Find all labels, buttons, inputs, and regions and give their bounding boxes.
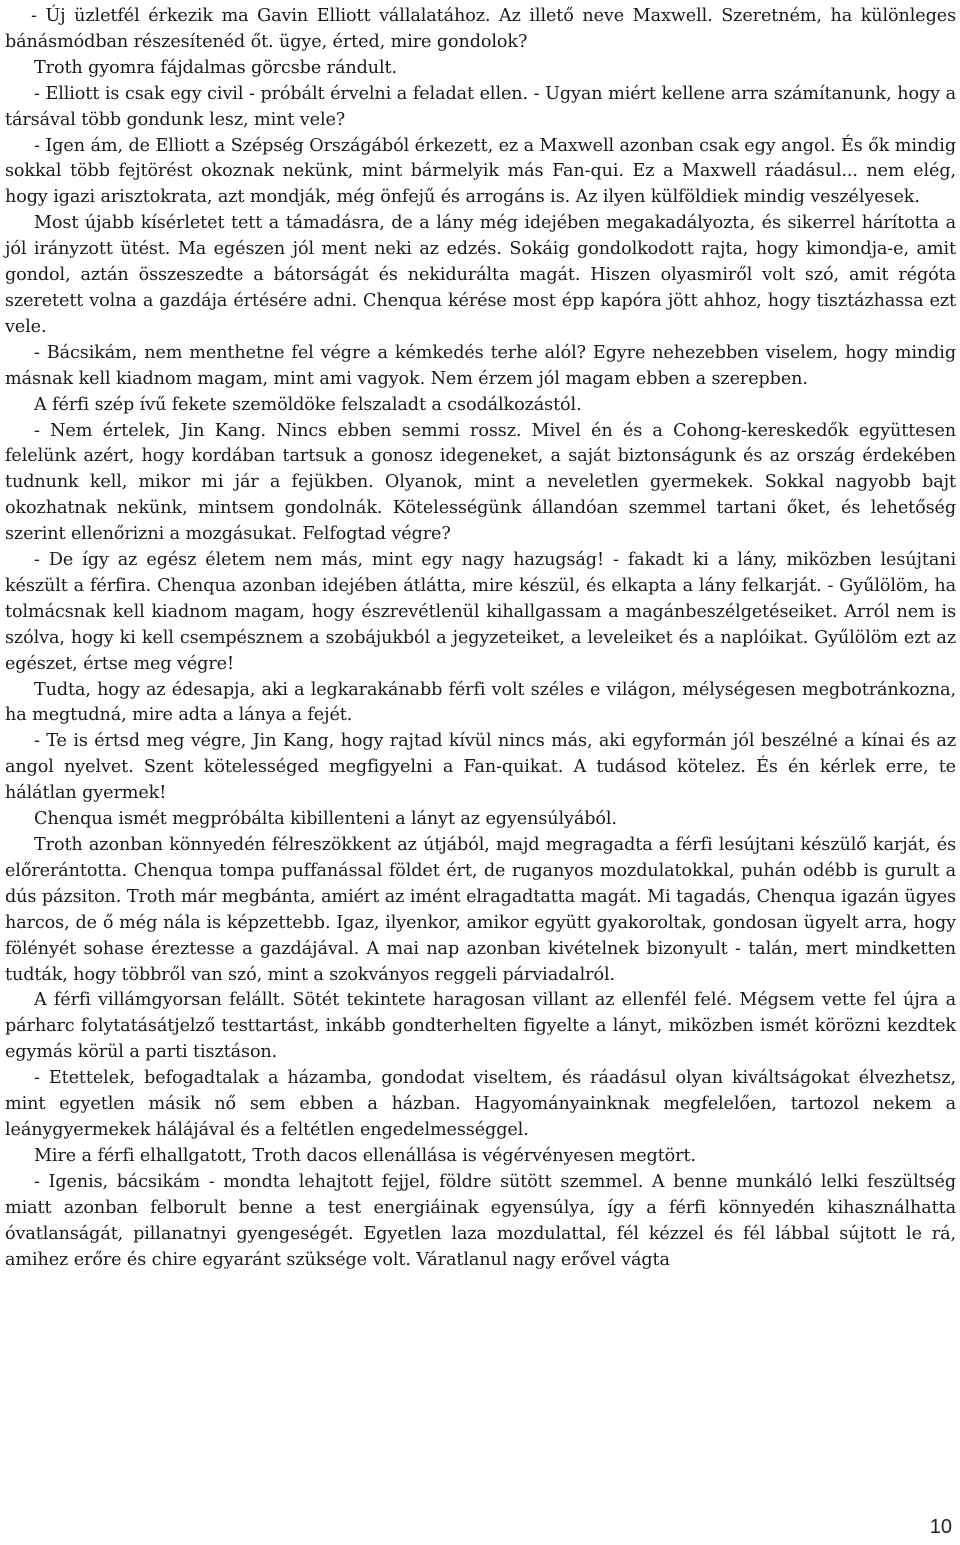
page-number: 10 bbox=[929, 1516, 952, 1538]
paragraph: Troth azonban könnyedén félreszökkent az útjából, majd megragadta a férfi lesújtani készülő karját, és előrerántotta. Chenqua tompa puffanással földet ért, de ruganyos mozdulatokkal, puhán odébb is gurult a dús pázsiton. Troth már megbánta, amiért az imént elragadtatta magát. Mi tagadás, Chenqua igazán ügyes harcos, de ő még nála is képzettebb. Igaz, ilyenkor, amikor együtt gyakoroltak, gondosan ügyelt arra, hogy fölényét sohase éreztesse a gazdájával. A mai nap azonban kivételnek bizonyult - talán, mert mindketten tudták, hogy többről van szó, mint a szokványos reggeli párviadalról. bbox=[5, 835, 956, 985]
paragraph: - Új üzletfél érkezik ma Gavin Elliott vállalatához. Az illető neve Maxwell. Szeretném, ha különleges bánásmódban részesítenéd őt. ügye, érted, mire gondolok? bbox=[5, 6, 956, 52]
page-body bbox=[5, 4, 956, 1273]
paragraph: Tudta, hogy az édesapja, aki a legkarakánabb férfi volt széles e világon, mélységesen megbotránkozna, ha megtudná, mire adta a lánya a fejét. bbox=[5, 679, 956, 726]
paragraph: A férfi szép ívű fekete szemöldöke felszaladt a csodálkozástól. bbox=[34, 394, 582, 415]
paragraph: - Igen ám, de Elliott a Szépség Országából érkezett, ez a Maxwell azonban csak egy angol. És ők mindig sokkal több fejtörést okoznak nekünk, mint bármelyik más Fan-qui. Ez a Maxwell ráadásul... nem elég, hogy igazi arisztokrata, azt mondják, még önfejű és arrogáns is. Az ilyen külföldiek mindig veszélyesek. bbox=[5, 135, 956, 208]
paragraph: Mire a férfi elhallgatott, Troth dacos ellenállása is végérvényesen megtört. bbox=[34, 1145, 696, 1166]
paragraph: A férfi villámgyorsan felállt. Sötét tekintete haragosan villant az ellenfél felé. Mégsem vette fel újra a párharc folytatásátjelző testtartást, inkább gondterhelten figyelte a lányt, miközben ismét körözni kezdtek egymás körül a parti tisztáson. bbox=[5, 990, 956, 1063]
paragraph: - Bácsikám, nem menthetne fel végre a kémkedés terhe alól? Egyre nehezebben viselem, hogy mindig másnak kell kiadnom magam, mint ami vagyok. Nem érzem jól magam ebben a szerepben. bbox=[5, 342, 956, 389]
paragraph: - Nem értelek, Jin Kang. Nincs ebben semmi rossz. Mivel én és a Cohong-kereskedők együttesen felelünk azért, hogy kordában tartsuk a gonosz idegeneket, a saját biztonságunk és az ország érdekében tudnunk kell, mikor mi jár a fejükben. Olyanok, mint a neveletlen gyermekek. Sokkal nagyobb bajt okozhatnak nekünk, mintsem gondolnák. Kötelességünk állandóan szemmel tartani őket, és lehetőség szerint ellenőrizni a mozgásukat. Felfogtad végre? bbox=[5, 420, 956, 545]
paragraph: - Te is értsd meg végre, Jin Kang, hogy rajtad kívül nincs más, aki egyformán jól beszélné a kínai és az angol nyelvet. Szent kötelességed megfigyelni a Fan-quikat. A tudásod kötelez. És én kérlek erre, te hálátlan gyermek! bbox=[5, 731, 956, 804]
paragraph: - Etettelek, befogadtalak a házamba, gondodat viseltem, és ráadásul olyan kiváltságokat élvezhetsz, mint egyetlen másik nő sem ebben a házban. Hagyományainknak megfelelően, tartozol nekem a leánygyermekek hálájával és a feltétlen engedelmességgel. bbox=[5, 1068, 956, 1140]
paragraph: - Igenis, bácsikám - mondta lehajtott fejjel, földre sütött szemmel. A benne munkáló lelki feszültség miatt azonban felborult benne a test energiáinak egyensúlya, így a férfi könnyedén kihasználhatta óvatlanságát, pillanatnyi gyengeségét. Egyetlen laza mozdulattal, fél kézzel és fél lábbal sújtott le rá, amihez erőre és chire egyaránt szüksége volt. Váratlanul nagy erővel vágta bbox=[5, 1171, 956, 1270]
paragraph: - De így az egész életem nem más, mint egy nagy hazugság! - fakadt ki a lány, miközben lesújtani készült a férfira. Chenqua azonban idejében átlátta, mire készül, és elkapta a lány felkarját. - Gyűlölöm, ha tolmácsnak kell kiadnom magam, hogy észrevétlenül kihallgassam a magánbeszélgetéseiket. Arról nem is szólva, hogy ki kell csempésznem a szobájukból a jegyzeteiket, a leveleiket és a naplóikat. Gyűlölöm ezt az egészet, értse meg végre! bbox=[5, 550, 956, 674]
paragraph: Troth gyomra fájdalmas görcsbe rándult. bbox=[34, 57, 397, 78]
paragraph: - Elliott is csak egy civil - próbált érvelni a feladat ellen. - Ugyan miért kellene arra számítanunk, hogy a társával több gondunk lesz, mint vele? bbox=[5, 83, 956, 130]
paragraph: Most újabb kísérletet tett a támadásra, de a lány még idejében megakadályozta, és sikerrel hárította a jól irányzott ütést. Ma egészen jól ment neki az edzés. Sokáig gondolkodott rajta, hogy kimondja-e, amit gondol, aztán összeszedte a bátorságát és nekidurálta magát. Hiszen olyasmiről volt szó, amit régóta szeretett volna a gazdája értésére adni. Chenqua kérése most épp kapóra jött ahhoz, hogy tisztázhassa ezt vele. bbox=[5, 213, 956, 337]
paragraph: Chenqua ismét megpróbálta kibillenteni a lányt az egyensúlyából. bbox=[34, 809, 617, 830]
